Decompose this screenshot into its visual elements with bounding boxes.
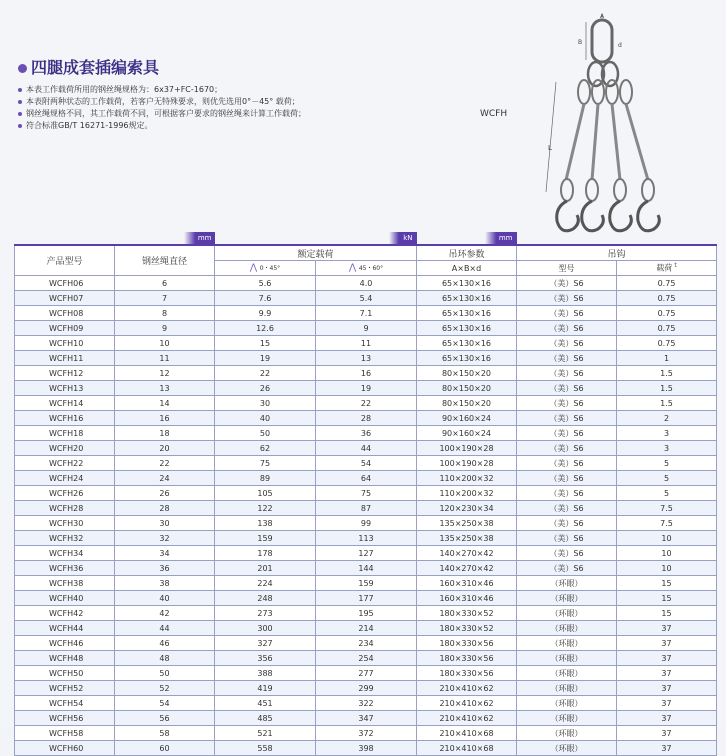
- header-angle-45-60: ⋀ 45・60°: [316, 261, 417, 276]
- cell-load-45-60: 11: [316, 336, 417, 351]
- cell-load-0-45: 558: [215, 741, 316, 756]
- cell-ring: 65×130×16: [417, 306, 517, 321]
- cell-hook-type: （环眼）: [517, 696, 617, 711]
- cell-load-45-60: 159: [316, 576, 417, 591]
- cell-diameter: 58: [115, 726, 215, 741]
- cell-diameter: 6: [115, 276, 215, 291]
- cell-diameter: 36: [115, 561, 215, 576]
- cell-load-0-45: 7.6: [215, 291, 316, 306]
- cell-load-0-45: 224: [215, 576, 316, 591]
- cell-load-0-45: 521: [215, 726, 316, 741]
- cell-load-0-45: 75: [215, 456, 316, 471]
- cell-diameter: 28: [115, 501, 215, 516]
- cell-hook-type: （美）S6: [517, 546, 617, 561]
- cell-diameter: 18: [115, 426, 215, 441]
- dim-a-label: A: [600, 13, 605, 20]
- cell-ring: 210×410×62: [417, 681, 517, 696]
- bullet-icon: [18, 112, 22, 116]
- cell-ring: 180×330×56: [417, 651, 517, 666]
- cell-model: WCFH58: [15, 726, 115, 741]
- spec-table-body: [15, 276, 717, 756]
- cell-load-0-45: 273: [215, 606, 316, 621]
- cell-model: WCFH20: [15, 441, 115, 456]
- cell-model: WCFH11: [15, 351, 115, 366]
- cell-model: WCFH12: [15, 366, 115, 381]
- table-row: [15, 366, 717, 381]
- cell-ring: 180×330×56: [417, 666, 517, 681]
- cell-load-0-45: 50: [215, 426, 316, 441]
- table-row: [15, 666, 717, 681]
- cell-diameter: 13: [115, 381, 215, 396]
- cell-load-0-45: 22: [215, 366, 316, 381]
- cell-ring: 160×310×46: [417, 591, 517, 606]
- cell-load-0-45: 451: [215, 696, 316, 711]
- cell-model: WCFH50: [15, 666, 115, 681]
- header-model: 产品型号: [15, 245, 115, 276]
- header-ring-sub: A×B×d: [417, 261, 517, 276]
- table-row: [15, 621, 717, 636]
- cell-hook-load: 7.5: [617, 516, 717, 531]
- cell-hook-load: 0.75: [617, 291, 717, 306]
- angle-icon: ⋀: [348, 263, 357, 273]
- cell-model: WCFH28: [15, 501, 115, 516]
- cell-load-0-45: 248: [215, 591, 316, 606]
- cell-load-0-45: 30: [215, 396, 316, 411]
- cell-load-0-45: 388: [215, 666, 316, 681]
- table-row: [15, 351, 717, 366]
- cell-load-45-60: 195: [316, 606, 417, 621]
- cell-model: WCFH07: [15, 291, 115, 306]
- angle-icon: ⋀: [249, 263, 258, 273]
- table-row: [15, 546, 717, 561]
- cell-diameter: 52: [115, 681, 215, 696]
- cell-model: WCFH54: [15, 696, 115, 711]
- cell-hook-type: （美）S6: [517, 486, 617, 501]
- cell-hook-load: 10: [617, 561, 717, 576]
- cell-model: WCFH24: [15, 471, 115, 486]
- cell-hook-type: （环眼）: [517, 726, 617, 741]
- cell-ring: 100×190×28: [417, 456, 517, 471]
- cell-hook-load: 1.5: [617, 381, 717, 396]
- cell-hook-type: （美）S6: [517, 366, 617, 381]
- cell-hook-load: 7.5: [617, 501, 717, 516]
- cell-diameter: 8: [115, 306, 215, 321]
- table-row: [15, 636, 717, 651]
- cell-load-0-45: 356: [215, 651, 316, 666]
- spec-table: [14, 230, 717, 756]
- cell-diameter: 11: [115, 351, 215, 366]
- cell-ring: 65×130×16: [417, 291, 517, 306]
- cell-hook-type: （美）S6: [517, 381, 617, 396]
- dim-d-label: d: [618, 42, 622, 49]
- unit-mm-badge: mm: [485, 232, 517, 244]
- header-diameter: 钢丝绳直径: [115, 245, 215, 276]
- cell-load-45-60: 7.1: [316, 306, 417, 321]
- cell-hook-type: （美）S6: [517, 561, 617, 576]
- cell-hook-load: 1: [617, 351, 717, 366]
- cell-diameter: 22: [115, 456, 215, 471]
- cell-diameter: 26: [115, 486, 215, 501]
- cell-load-45-60: 9: [316, 321, 417, 336]
- cell-hook-type: （环眼）: [517, 606, 617, 621]
- table-row: [15, 741, 717, 756]
- cell-hook-type: （环眼）: [517, 576, 617, 591]
- cell-hook-load: 37: [617, 636, 717, 651]
- cell-diameter: 34: [115, 546, 215, 561]
- cell-model: WCFH36: [15, 561, 115, 576]
- cell-load-0-45: 327: [215, 636, 316, 651]
- table-row: [15, 591, 717, 606]
- cell-diameter: 46: [115, 636, 215, 651]
- table-row: [15, 396, 717, 411]
- table-row: [15, 276, 717, 291]
- cell-hook-type: （环眼）: [517, 651, 617, 666]
- cell-load-45-60: 4.0: [316, 276, 417, 291]
- table-row: [15, 531, 717, 546]
- cell-model: WCFH09: [15, 321, 115, 336]
- cell-model: WCFH30: [15, 516, 115, 531]
- cell-model: WCFH40: [15, 591, 115, 606]
- cell-load-45-60: 234: [316, 636, 417, 651]
- bullet-dot-icon: [18, 64, 27, 73]
- cell-model: WCFH42: [15, 606, 115, 621]
- cell-hook-load: 15: [617, 576, 717, 591]
- cell-ring: 80×150×20: [417, 396, 517, 411]
- table-row: [15, 306, 717, 321]
- cell-ring: 110×200×32: [417, 471, 517, 486]
- cell-hook-type: （美）S6: [517, 411, 617, 426]
- cell-load-0-45: 89: [215, 471, 316, 486]
- cell-model: WCFH32: [15, 531, 115, 546]
- table-row: [15, 711, 717, 726]
- cell-hook-load: 37: [617, 741, 717, 756]
- cell-diameter: 48: [115, 651, 215, 666]
- cell-model: WCFH08: [15, 306, 115, 321]
- header-hook: 吊钩: [517, 245, 717, 261]
- cell-model: WCFH46: [15, 636, 115, 651]
- cell-load-45-60: 64: [316, 471, 417, 486]
- cell-diameter: 24: [115, 471, 215, 486]
- cell-model: WCFH16: [15, 411, 115, 426]
- note-item: 本表工作载荷所用的钢丝绳规格为：6x37+FC-1670；: [18, 84, 378, 96]
- cell-diameter: 42: [115, 606, 215, 621]
- cell-load-0-45: 19: [215, 351, 316, 366]
- cell-load-0-45: 5.6: [215, 276, 316, 291]
- cell-hook-load: 1.5: [617, 396, 717, 411]
- cell-load-0-45: 201: [215, 561, 316, 576]
- cell-load-45-60: 99: [316, 516, 417, 531]
- cell-ring: 180×330×56: [417, 636, 517, 651]
- header-hook-type: 型号: [517, 261, 617, 276]
- cell-load-45-60: 54: [316, 456, 417, 471]
- cell-ring: 65×130×16: [417, 276, 517, 291]
- table-row: [15, 336, 717, 351]
- table-row: [15, 681, 717, 696]
- cell-model: WCFH22: [15, 456, 115, 471]
- cell-hook-type: （美）S6: [517, 456, 617, 471]
- cell-ring: 80×150×20: [417, 381, 517, 396]
- dim-b-label: B: [578, 39, 583, 46]
- cell-diameter: 9: [115, 321, 215, 336]
- cell-hook-type: （美）S6: [517, 336, 617, 351]
- table-row: [15, 471, 717, 486]
- cell-load-45-60: 277: [316, 666, 417, 681]
- table-row: [15, 486, 717, 501]
- table-row: [15, 726, 717, 741]
- cell-hook-type: （环眼）: [517, 636, 617, 651]
- table-row: [15, 456, 717, 471]
- cell-ring: 210×410×68: [417, 726, 517, 741]
- cell-hook-load: 3: [617, 426, 717, 441]
- cell-model: WCFH38: [15, 576, 115, 591]
- cell-hook-type: （美）S6: [517, 306, 617, 321]
- cell-load-0-45: 419: [215, 681, 316, 696]
- cell-model: WCFH48: [15, 651, 115, 666]
- cell-load-0-45: 122: [215, 501, 316, 516]
- header-rated-load: 额定载荷: [215, 245, 417, 261]
- table-row: [15, 291, 717, 306]
- cell-load-0-45: 178: [215, 546, 316, 561]
- four-leg-sling-diagram: [540, 12, 720, 240]
- table-row: [15, 411, 717, 426]
- header-ring: 吊环参数: [417, 245, 517, 261]
- cell-model: WCFH56: [15, 711, 115, 726]
- header-hook-load: 载荷 $^t$: [617, 261, 717, 276]
- cell-hook-load: 0.75: [617, 276, 717, 291]
- table-row: [15, 651, 717, 666]
- cell-ring: 65×130×16: [417, 336, 517, 351]
- notes-list: [18, 84, 378, 132]
- cell-ring: 135×250×38: [417, 531, 517, 546]
- table-row: [15, 321, 717, 336]
- cell-hook-load: 15: [617, 591, 717, 606]
- cell-diameter: 60: [115, 741, 215, 756]
- cell-ring: 210×410×62: [417, 711, 517, 726]
- cell-hook-load: 37: [617, 621, 717, 636]
- cell-diameter: 20: [115, 441, 215, 456]
- table-row: [15, 516, 717, 531]
- cell-hook-load: 5: [617, 456, 717, 471]
- cell-ring: 160×310×46: [417, 576, 517, 591]
- section-title: 四腿成套插编索具: [18, 55, 159, 78]
- cell-ring: 120×230×34: [417, 501, 517, 516]
- bullet-icon: [18, 100, 22, 104]
- cell-ring: 100×190×28: [417, 441, 517, 456]
- cell-ring: 80×150×20: [417, 366, 517, 381]
- cell-hook-load: 15: [617, 606, 717, 621]
- cell-hook-load: 2: [617, 411, 717, 426]
- cell-hook-type: （环眼）: [517, 666, 617, 681]
- cell-ring: 140×270×42: [417, 561, 517, 576]
- dim-l-label: L: [548, 144, 552, 152]
- cell-hook-type: （美）S6: [517, 351, 617, 366]
- cell-load-45-60: 322: [316, 696, 417, 711]
- table-row: [15, 576, 717, 591]
- note-item: 钢丝绳规格不同，其工作载荷不同，可根据客户要求的钢丝绳来计算工作载荷；: [18, 108, 378, 120]
- diagram-label: WCFH: [480, 109, 508, 119]
- cell-load-45-60: 127: [316, 546, 417, 561]
- cell-diameter: 50: [115, 666, 215, 681]
- cell-diameter: 56: [115, 711, 215, 726]
- cell-hook-type: （美）S6: [517, 531, 617, 546]
- cell-hook-type: （环眼）: [517, 711, 617, 726]
- cell-load-45-60: 214: [316, 621, 417, 636]
- cell-model: WCFH26: [15, 486, 115, 501]
- table-row: [15, 501, 717, 516]
- cell-hook-load: 5: [617, 486, 717, 501]
- cell-load-45-60: 5.4: [316, 291, 417, 306]
- cell-model: WCFH14: [15, 396, 115, 411]
- cell-ring: 90×160×24: [417, 426, 517, 441]
- cell-load-0-45: 485: [215, 711, 316, 726]
- cell-hook-type: （环眼）: [517, 621, 617, 636]
- note-item: 本表附两种状态的工作载荷，若客户无特殊要求，则优先选用0°－45° 载荷；: [18, 96, 378, 108]
- cell-load-0-45: 26: [215, 381, 316, 396]
- cell-diameter: 44: [115, 621, 215, 636]
- cell-load-45-60: 75: [316, 486, 417, 501]
- cell-diameter: 40: [115, 591, 215, 606]
- cell-hook-load: 10: [617, 531, 717, 546]
- cell-hook-type: （美）S6: [517, 396, 617, 411]
- cell-model: WCFH44: [15, 621, 115, 636]
- cell-load-0-45: 159: [215, 531, 316, 546]
- cell-load-45-60: 13: [316, 351, 417, 366]
- cell-diameter: 10: [115, 336, 215, 351]
- cell-model: WCFH18: [15, 426, 115, 441]
- cell-model: WCFH06: [15, 276, 115, 291]
- cell-hook-load: 0.75: [617, 336, 717, 351]
- table-row: [15, 441, 717, 456]
- table-row: [15, 696, 717, 711]
- cell-load-0-45: 138: [215, 516, 316, 531]
- cell-load-0-45: 40: [215, 411, 316, 426]
- cell-hook-type: （美）S6: [517, 291, 617, 306]
- cell-load-45-60: 113: [316, 531, 417, 546]
- cell-hook-type: （环眼）: [517, 741, 617, 756]
- cell-diameter: 32: [115, 531, 215, 546]
- cell-hook-load: 37: [617, 711, 717, 726]
- table-row: [15, 561, 717, 576]
- cell-diameter: 14: [115, 396, 215, 411]
- cell-model: WCFH52: [15, 681, 115, 696]
- cell-load-45-60: 22: [316, 396, 417, 411]
- cell-load-45-60: 347: [316, 711, 417, 726]
- table-row: [15, 606, 717, 621]
- cell-ring: 210×410×68: [417, 741, 517, 756]
- cell-diameter: 12: [115, 366, 215, 381]
- cell-model: WCFH13: [15, 381, 115, 396]
- cell-hook-load: 37: [617, 651, 717, 666]
- cell-diameter: 38: [115, 576, 215, 591]
- cell-load-0-45: 300: [215, 621, 316, 636]
- cell-ring: 90×160×24: [417, 411, 517, 426]
- cell-load-45-60: 36: [316, 426, 417, 441]
- cell-diameter: 30: [115, 516, 215, 531]
- cell-load-45-60: 177: [316, 591, 417, 606]
- cell-model: WCFH34: [15, 546, 115, 561]
- unit-mm-badge: mm: [184, 232, 215, 244]
- cell-diameter: 54: [115, 696, 215, 711]
- cell-load-0-45: 105: [215, 486, 316, 501]
- cell-model: WCFH10: [15, 336, 115, 351]
- cell-load-0-45: 15: [215, 336, 316, 351]
- unit-kn-badge: kN: [389, 232, 416, 244]
- cell-load-45-60: 372: [316, 726, 417, 741]
- cell-diameter: 16: [115, 411, 215, 426]
- cell-load-45-60: 144: [316, 561, 417, 576]
- cell-model: WCFH60: [15, 741, 115, 756]
- cell-load-45-60: 299: [316, 681, 417, 696]
- cell-hook-type: （美）S6: [517, 516, 617, 531]
- cell-load-0-45: 9.9: [215, 306, 316, 321]
- cell-hook-load: 37: [617, 681, 717, 696]
- cell-hook-type: （美）S6: [517, 276, 617, 291]
- cell-load-0-45: 12.6: [215, 321, 316, 336]
- table-row: [15, 426, 717, 441]
- cell-hook-load: 37: [617, 726, 717, 741]
- cell-load-45-60: 16: [316, 366, 417, 381]
- cell-load-0-45: 62: [215, 441, 316, 456]
- cell-hook-type: （美）S6: [517, 501, 617, 516]
- cell-ring: 135×250×38: [417, 516, 517, 531]
- cell-hook-type: （美）S6: [517, 321, 617, 336]
- header-angle-0-45: ⋀ 0・45°: [215, 261, 316, 276]
- cell-load-45-60: 254: [316, 651, 417, 666]
- cell-hook-type: （环眼）: [517, 591, 617, 606]
- cell-ring: 110×200×32: [417, 486, 517, 501]
- cell-load-45-60: 87: [316, 501, 417, 516]
- cell-load-45-60: 44: [316, 441, 417, 456]
- cell-load-45-60: 28: [316, 411, 417, 426]
- note-item: 符合标准GB/T 16271-1996规定。: [18, 120, 378, 132]
- cell-ring: 65×130×16: [417, 351, 517, 366]
- cell-ring: 140×270×42: [417, 546, 517, 561]
- cell-hook-load: 10: [617, 546, 717, 561]
- cell-ring: 210×410×62: [417, 696, 517, 711]
- cell-hook-load: 37: [617, 666, 717, 681]
- cell-load-45-60: 19: [316, 381, 417, 396]
- cell-diameter: 7: [115, 291, 215, 306]
- cell-ring: 180×330×52: [417, 621, 517, 636]
- cell-hook-type: （美）S6: [517, 441, 617, 456]
- cell-ring: 180×330×52: [417, 606, 517, 621]
- bullet-icon: [18, 88, 22, 92]
- bullet-icon: [18, 124, 22, 128]
- cell-hook-load: 0.75: [617, 306, 717, 321]
- cell-load-45-60: 398: [316, 741, 417, 756]
- table-row: [15, 381, 717, 396]
- cell-ring: 65×130×16: [417, 321, 517, 336]
- cell-hook-load: 0.75: [617, 321, 717, 336]
- cell-hook-type: （美）S6: [517, 426, 617, 441]
- cell-hook-load: 37: [617, 696, 717, 711]
- cell-hook-type: （美）S6: [517, 471, 617, 486]
- cell-hook-load: 1.5: [617, 366, 717, 381]
- cell-hook-load: 3: [617, 441, 717, 456]
- cell-hook-type: （环眼）: [517, 681, 617, 696]
- cell-hook-load: 5: [617, 471, 717, 486]
